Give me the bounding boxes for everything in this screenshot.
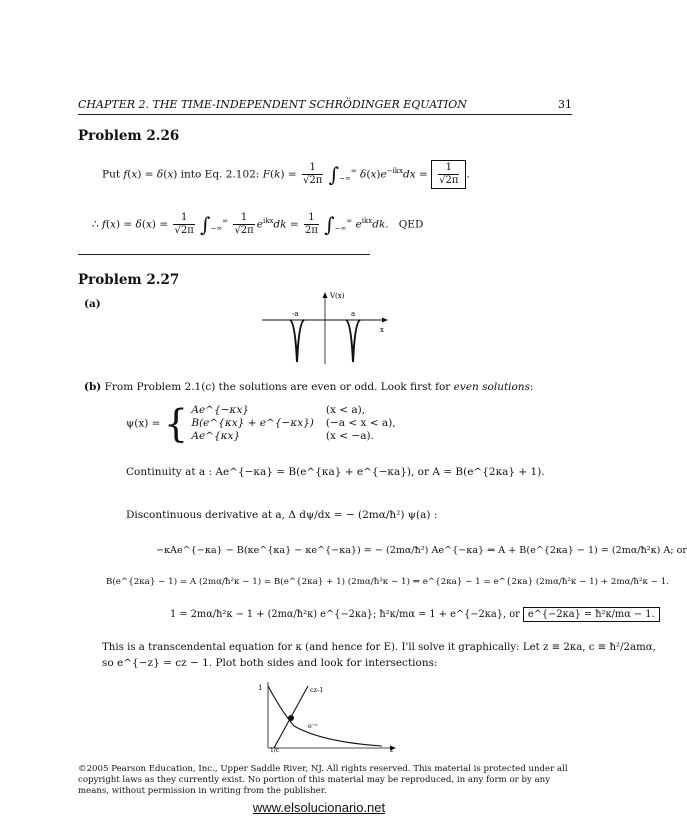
page-number: 31 xyxy=(558,98,572,111)
derivation-line-2: B(e^{2κa} − 1) = A (2mα/ħ²κ − 1) = B(e^{2κa} + 1) (2mα/ħ²κ − 1) ⇒ e^{2κa} − 1 = e^{2κa} (2mα/ħ²κ − 1) + 2mα/ħ²κ − 1. xyxy=(106,577,670,587)
header-rule xyxy=(78,114,572,115)
psi-cases xyxy=(191,404,407,443)
part-a-label: (a) xyxy=(84,298,101,310)
continuity-equation: Continuity at a : Ae^{−κa} = B(e^{κa} + e^{−κa}), or A = B(e^{2κa} + 1). xyxy=(126,466,545,478)
z-axis-label: z xyxy=(390,746,394,754)
a-mark: a xyxy=(351,310,356,318)
derivation-line-3: 1 = 2mα/ħ²κ − 1 + (2mα/ħ²κ) e^{−2κa}; ħ²κ/mα = 1 + e^{−2κa}, or e^{−2κa} = ħ²κ/mα − 1. xyxy=(170,607,660,622)
problem-227-title: Problem 2.27 xyxy=(78,272,180,288)
derivation-line-1: −κAe^{−κa} − B(κe^{κa} − κe^{−κa}) = − (2mα/ħ²) Ae^{−κa} ⇒ A + B(e^{2κa} − 1) = (2mα/ħ²κ) A; or xyxy=(156,545,687,556)
psi-lhs: ψ(x) = xyxy=(126,417,161,430)
qed-label: QED xyxy=(398,218,424,231)
discontinuity-equation: Discontinuous derivative at a, Δ dψ/dx = − (2mα/ħ²) ψ(a) : xyxy=(126,509,438,521)
boxed-result: e^{−2κa} = ħ²κ/mα − 1. xyxy=(523,607,660,622)
case-row: Ae^{−κx} (x < a), xyxy=(191,404,366,416)
part-b-label: (b) xyxy=(84,381,102,393)
source-url-link[interactable]: www.elsolucionario.net xyxy=(252,800,386,815)
even-solutions-emphasis: even solutions xyxy=(453,381,531,393)
x-tick-inverse-c: 1/c xyxy=(270,747,280,754)
x-axis-label: x xyxy=(380,326,384,334)
psi-piecewise: ψ(x) = { Ae^{−κx} (x < a), B(e^{κx} + e^{−κx}) (−a < x < a), Ae^{κx} (x < −a). xyxy=(126,404,408,443)
problem-226-equation-1: Put f(x) = δ(x) into Eq. 2.102: F(k) = $\frac{1}{√2\pi}$ $\int_{-\infty}^\infty$ $\delta(x)e^{-ikx}dx$ = $\frac{1}{√2\pi}$ . xyxy=(102,160,470,189)
curve-label: e⁻ᶻ xyxy=(308,722,318,730)
problem-226-equation-2: ∴ f(x) = δ(x) = $\frac{1}{√2\pi}$ $\int_{-\infty}^\infty$ $\frac{1}{√2\pi}$ $e^{ikx}dk$ = $\frac{1}{2\pi}$ $\int_{-\infty}^\infty$ $e^{ikx}dk$. QED xyxy=(92,212,424,237)
case-row: Ae^{κx} (x < −a). xyxy=(191,430,374,442)
copyright-notice: ©2005 Pearson Education, Inc., Upper Saddle River, NJ. All rights reserved. This material is protected under all copyright laws as they currently exist. No portion of this material may be reproduced, in any form or by any means, without permission in writing from the publisher. xyxy=(78,764,568,796)
problem-226-title: Problem 2.26 xyxy=(78,128,180,144)
running-header xyxy=(78,98,572,111)
y-tick-one: 1 xyxy=(258,684,263,692)
chapter-title: CHAPTER 2. THE TIME-INDEPENDENT SCHRÖDINGER EQUATION xyxy=(78,98,467,111)
delta-potential-plot xyxy=(262,286,392,366)
part-b-intro: (b) From Problem 2.1(c) the solutions are even or odd. Look first for even solutions: xyxy=(84,381,534,393)
transcendental-paragraph-1: This is a transcendental equation for κ (and hence for E). I'll solve it graphically: Let z ≡ 2κa, c ≡ ħ²/2amα, xyxy=(102,642,656,653)
intersection-graph xyxy=(252,678,402,754)
case-row: B(e^{κx} + e^{−κx}) (−a < x < a), xyxy=(191,417,396,429)
line-label: cz-1 xyxy=(310,686,324,694)
section-divider xyxy=(78,254,370,255)
transcendental-paragraph-2: so e^{−z} = cz − 1. Plot both sides and look for intersections: xyxy=(102,657,438,669)
minus-a-mark: -a xyxy=(292,310,299,318)
v-axis-label: V(x) xyxy=(330,292,345,300)
